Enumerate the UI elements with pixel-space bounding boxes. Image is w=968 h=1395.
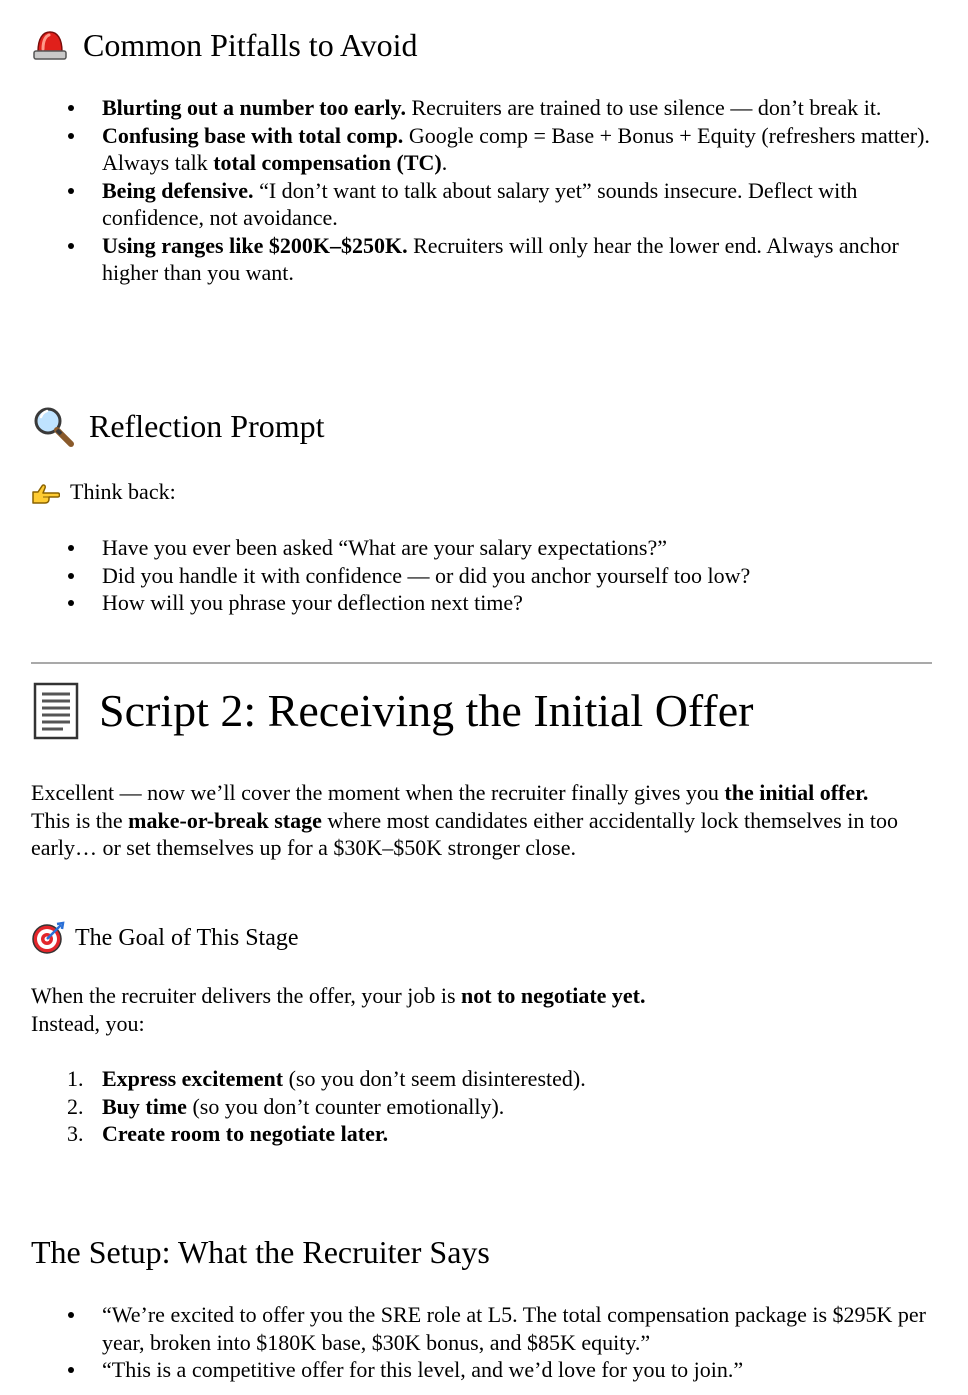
siren-icon xyxy=(31,28,69,62)
goal-paragraph xyxy=(31,982,932,1037)
setup-heading: The Setup: What the Recruiter Says xyxy=(31,1234,490,1270)
item-bold: Being defensive. xyxy=(102,177,254,203)
list-item: “This is a competitive offer for this level, and we’d love for you to join.” xyxy=(31,1356,932,1384)
intro-bold: make-or-break stage xyxy=(128,807,322,833)
item-number: 2. xyxy=(67,1093,84,1119)
reflection-list-block xyxy=(31,534,932,617)
item-bold: total compensation (TC) xyxy=(213,150,442,175)
intro-line-1 xyxy=(31,779,932,807)
item-number: 1. xyxy=(67,1066,84,1091)
list-item xyxy=(31,1120,932,1148)
list-item xyxy=(31,122,932,177)
pointing-hand-icon xyxy=(31,483,60,505)
pitfalls-heading-text: Common Pitfalls to Avoid xyxy=(83,27,418,63)
document-icon xyxy=(31,682,81,740)
pitfalls-list xyxy=(31,94,932,287)
goal-heading xyxy=(31,921,932,955)
list-item xyxy=(31,1093,932,1121)
intro-text: This is the xyxy=(31,807,129,833)
item-text: Google comp = Base + Bonus + Equity (refreshers matter). Always talk xyxy=(102,122,930,175)
item-bold: Using ranges like $200K–$250K. xyxy=(102,232,408,258)
reflection-heading xyxy=(31,404,932,448)
goal-line-1 xyxy=(31,982,932,1010)
item-number: 3. xyxy=(67,1121,84,1146)
list-item xyxy=(31,177,932,232)
reflection-lead-text: Think back: xyxy=(70,479,176,504)
item-bold: Create room to negotiate later. xyxy=(102,1121,389,1146)
goal-text: When the recruiter delivers the offer, your job is xyxy=(31,983,461,1008)
item-text: Recruiters are trained to use silence — don’t break it. xyxy=(405,95,882,120)
setup-list xyxy=(31,1301,932,1384)
script2-heading xyxy=(31,682,932,740)
item-bold: Express excitement xyxy=(102,1066,284,1091)
list-item xyxy=(31,232,932,287)
intro-bold: the initial offer. xyxy=(724,780,869,805)
goal-bold: not to negotiate yet. xyxy=(461,983,646,1008)
item-text: “I don’t want to talk about salary yet” sounds insecure. Deflect with confidence, not avoidance. xyxy=(102,177,858,230)
setup-list-block xyxy=(31,1301,932,1384)
item-bold: Blurting out a number too early. xyxy=(102,95,406,120)
script2-heading-text: Script 2: Receiving the Initial Offer xyxy=(99,685,754,736)
list-item xyxy=(31,1065,932,1093)
script2-intro xyxy=(31,779,932,862)
section-divider xyxy=(31,662,932,664)
item-text: . xyxy=(441,150,448,175)
list-item: How will you phrase your deflection next time? xyxy=(31,589,932,617)
goal-heading-text: The Goal of This Stage xyxy=(75,925,299,951)
magnifying-glass-icon xyxy=(31,404,75,448)
item-bold: Buy time xyxy=(102,1093,187,1119)
reflection-list xyxy=(31,534,932,617)
item-bold: Confusing base with total comp. xyxy=(102,122,404,148)
item-text: (so you don’t seem disinterested). xyxy=(283,1066,586,1091)
list-item: Did you handle it with confidence — or did you anchor yourself too low? xyxy=(31,562,932,590)
intro-text: Excellent — now we’ll cover the moment when the recruiter finally gives you xyxy=(31,780,725,805)
goal-line-2: Instead, you: xyxy=(31,1010,145,1036)
item-text: (so you don’t counter emotionally). xyxy=(186,1093,505,1119)
list-item xyxy=(31,94,932,122)
item-text: Recruiters will only hear the lower end. Always anchor higher than you want. xyxy=(102,232,899,285)
goal-list xyxy=(31,1065,932,1148)
goal-list-block xyxy=(31,1065,932,1148)
list-item: “We’re excited to offer you the SRE role at L5. The total compensation package is $295K per year, broken into $180K base, $30K bonus, and $85K equity.” xyxy=(31,1301,932,1356)
reflection-heading-text: Reflection Prompt xyxy=(89,408,325,444)
reflection-lead xyxy=(31,478,932,506)
intro-line-2 xyxy=(31,807,932,862)
list-item: Have you ever been asked “What are your salary expectations?” xyxy=(31,534,932,562)
pitfalls-heading xyxy=(31,25,932,65)
intro-text: where most candidates either accidentally lock themselves in too early… or set themselves up for a $30K–$50K stronger close. xyxy=(31,807,898,860)
target-icon xyxy=(31,921,65,955)
pitfalls-list-block xyxy=(31,94,932,287)
